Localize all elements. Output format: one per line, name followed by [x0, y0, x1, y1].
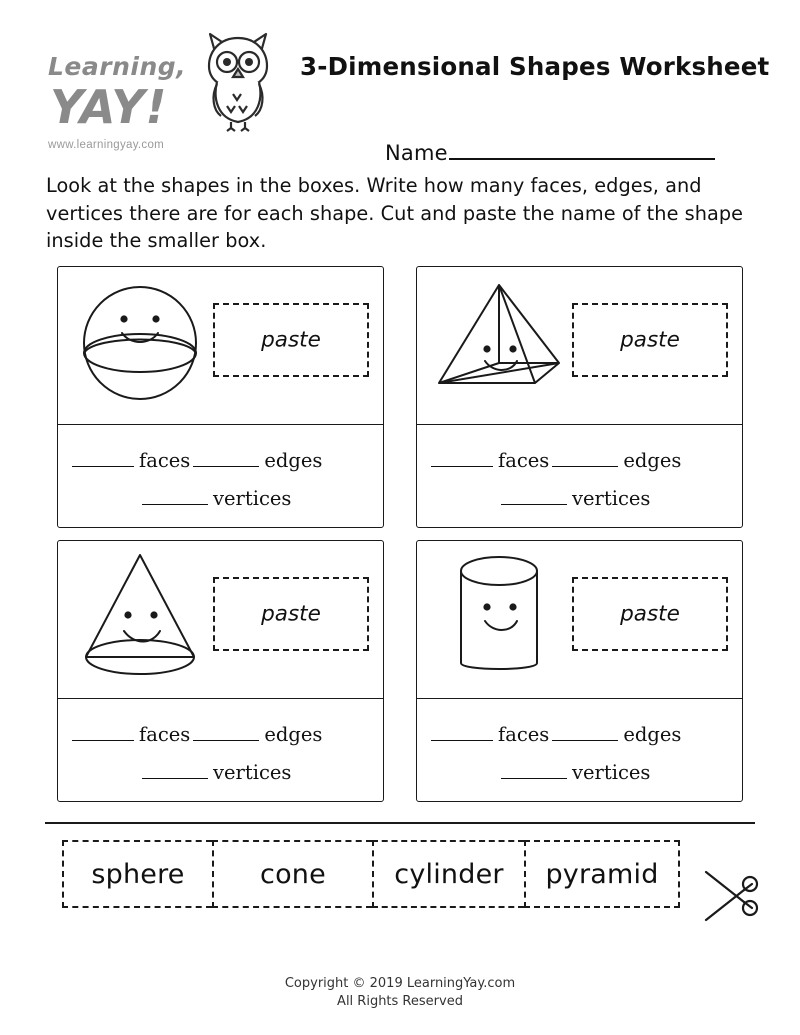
- faces-label: faces: [498, 449, 550, 472]
- edges-label: edges: [623, 449, 682, 472]
- card-bottom-section: [58, 425, 383, 527]
- shape-card-sphere: [57, 266, 384, 528]
- worksheet-header: [0, 12, 800, 165]
- shape-card-cone: [57, 540, 384, 802]
- owl-mascot-icon: [195, 22, 281, 132]
- faces-edges-row: [431, 449, 684, 472]
- edges-label: edges: [264, 723, 323, 746]
- edges-label: edges: [623, 723, 682, 746]
- vertices-row: [142, 487, 294, 510]
- logo-text-yay: YAY!: [50, 80, 168, 134]
- page-title: 3-Dimensional Shapes Worksheet: [300, 52, 770, 81]
- edges-blank[interactable]: [552, 451, 618, 467]
- paste-label: paste: [620, 601, 680, 627]
- vertices-row: [142, 761, 294, 784]
- word-card-pyramid[interactable]: pyramid: [524, 840, 680, 908]
- edges-blank[interactable]: [193, 451, 259, 467]
- faces-label: faces: [139, 449, 191, 472]
- word-card-cylinder[interactable]: cylinder: [372, 840, 524, 908]
- footer: [0, 975, 800, 1011]
- paste-label: paste: [261, 327, 321, 353]
- vertices-label: vertices: [572, 761, 651, 784]
- cone-shape: [64, 545, 216, 695]
- pyramid-shape: [423, 271, 575, 421]
- logo-website-url: www.learningyay.com: [48, 139, 165, 151]
- edges-blank[interactable]: [552, 725, 618, 741]
- faces-edges-row: [72, 449, 325, 472]
- edges-label: edges: [264, 449, 323, 472]
- paste-box[interactable]: [213, 577, 369, 651]
- faces-blank[interactable]: [431, 725, 493, 741]
- edges-blank[interactable]: [193, 725, 259, 741]
- vertices-label: vertices: [213, 761, 292, 784]
- faces-blank[interactable]: [72, 451, 134, 467]
- paste-box[interactable]: [572, 303, 728, 377]
- copyright-line: Copyright © 2019 LearningYay.com: [284, 976, 516, 991]
- name-field-row: [385, 140, 715, 165]
- scissors-icon: [700, 862, 760, 932]
- logo-text-learning: Learning,: [48, 52, 187, 81]
- vertices-blank[interactable]: [142, 489, 208, 505]
- word-strip: [62, 840, 680, 908]
- word-card-cone[interactable]: cone: [212, 840, 372, 908]
- card-bottom-section: [417, 425, 742, 527]
- name-input-line[interactable]: [449, 140, 715, 160]
- paste-box[interactable]: [213, 303, 369, 377]
- vertices-blank[interactable]: [501, 763, 567, 779]
- paste-label: paste: [620, 327, 680, 353]
- faces-edges-row: [72, 723, 325, 746]
- card-top-section: [417, 541, 742, 699]
- site-logo[interactable]: [40, 22, 280, 172]
- shape-card-cylinder: [416, 540, 743, 802]
- faces-label: faces: [498, 723, 550, 746]
- vertices-label: vertices: [213, 487, 292, 510]
- shape-card-pyramid: [416, 266, 743, 528]
- vertices-row: [501, 487, 653, 510]
- faces-edges-row: [431, 723, 684, 746]
- cylinder-shape: [423, 545, 575, 695]
- faces-label: faces: [139, 723, 191, 746]
- rights-line: All Rights Reserved: [337, 994, 463, 1009]
- shapes-grid: [57, 266, 743, 802]
- paste-box[interactable]: [572, 577, 728, 651]
- faces-blank[interactable]: [431, 451, 493, 467]
- card-bottom-section: [417, 699, 742, 801]
- paste-label: paste: [261, 601, 321, 627]
- word-card-sphere[interactable]: sphere: [62, 840, 212, 908]
- sphere-shape: [64, 271, 216, 421]
- vertices-row: [501, 761, 653, 784]
- vertices-blank[interactable]: [142, 763, 208, 779]
- card-top-section: [417, 267, 742, 425]
- card-top-section: [58, 267, 383, 425]
- cut-divider-line: [45, 822, 755, 824]
- vertices-label: vertices: [572, 487, 651, 510]
- instructions-text: Look at the shapes in the boxes. Write how many faces, edges, and vertices there are for each shape. Cut and paste the name of the shape inside the smaller box.: [46, 174, 744, 252]
- name-label: Name: [385, 141, 448, 165]
- card-bottom-section: [58, 699, 383, 801]
- card-top-section: [58, 541, 383, 699]
- vertices-blank[interactable]: [501, 489, 567, 505]
- faces-blank[interactable]: [72, 725, 134, 741]
